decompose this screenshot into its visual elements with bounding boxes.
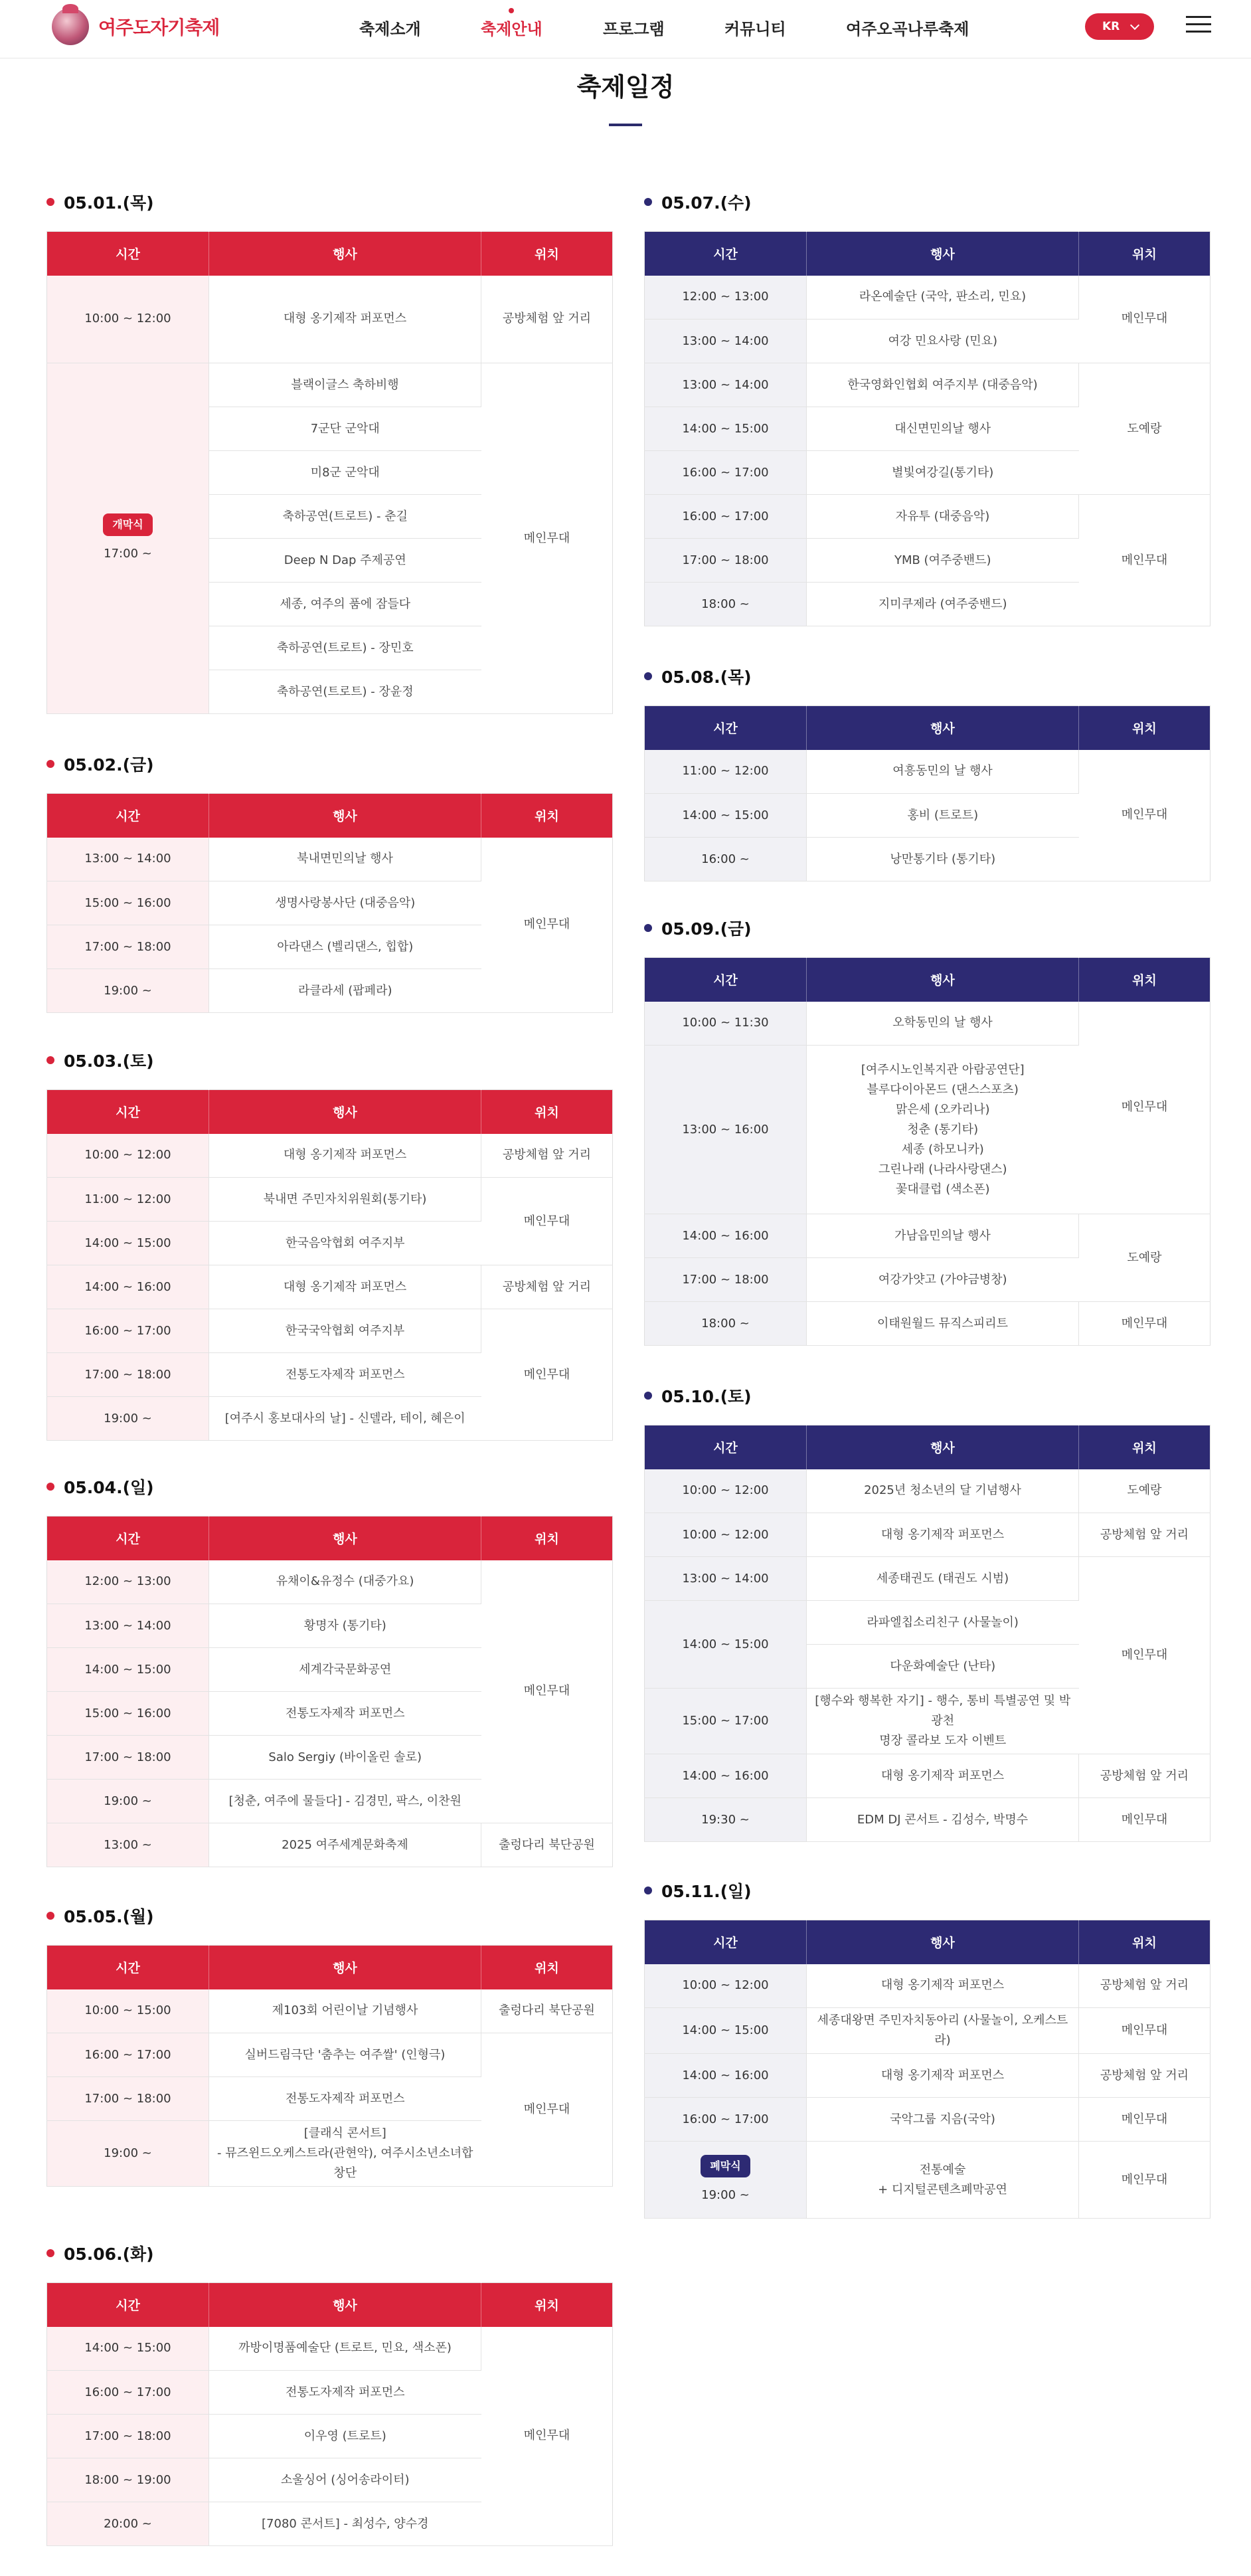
time-cell: 15:00 ~ 16:00 bbox=[47, 1692, 209, 1736]
header-time: 시간 bbox=[645, 706, 807, 750]
time-cell: 20:00 ~ bbox=[47, 2502, 209, 2546]
place-cell: 메인무대 bbox=[1079, 495, 1210, 626]
event-cell: 이태원월드 뮤직스피리트 bbox=[807, 1302, 1079, 1346]
table-row bbox=[47, 1989, 613, 2033]
nav-community[interactable]: 커뮤니티 bbox=[724, 20, 786, 39]
day-heading bbox=[644, 663, 1210, 690]
header-event: 행사 bbox=[807, 958, 1079, 1002]
event-cell: 오학동민의 날 행사 bbox=[807, 1002, 1079, 1046]
place-cell: 공방체험 앞 거리 bbox=[1079, 1964, 1210, 2008]
day-date: 05.10.(토) bbox=[661, 1387, 752, 1406]
time-cell: 17:00 ~ 18:00 bbox=[645, 539, 807, 583]
table-row bbox=[47, 2327, 613, 2371]
event-cell: 7군단 군악대 bbox=[209, 407, 481, 451]
time-cell: 16:00 ~ 17:00 bbox=[47, 2371, 209, 2415]
header-event: 행사 bbox=[209, 232, 481, 276]
table-row bbox=[645, 2142, 1210, 2219]
place-cell: 메인무대 bbox=[1079, 276, 1210, 363]
event-cell: 이우영 (트로트) bbox=[209, 2415, 481, 2458]
nav-festival-guide[interactable] bbox=[481, 16, 542, 39]
time-cell: 13:00 ~ 16:00 bbox=[645, 1046, 807, 1214]
event-cell: [여주시 홍보대사의 날] - 신델라, 테이, 혜은이 bbox=[209, 1397, 481, 1441]
bullet-icon bbox=[46, 1056, 54, 1064]
event-cell: EDM DJ 콘서트 - 김성수, 박명수 bbox=[807, 1798, 1079, 1842]
schedule-table bbox=[46, 793, 613, 1013]
table-row bbox=[47, 1560, 613, 1604]
table-row bbox=[47, 1178, 613, 1222]
logo-text: 여주도자기축제 bbox=[98, 17, 220, 39]
time-cell: 16:00 ~ 17:00 bbox=[47, 2033, 209, 2077]
header-event: 행사 bbox=[209, 794, 481, 838]
event-cell: 북내면민의날 행사 bbox=[209, 838, 481, 881]
day-section bbox=[46, 751, 612, 1013]
event-cell: 대형 옹기제작 퍼포먼스 bbox=[807, 1964, 1079, 2008]
time-cell: 14:00 ~ 16:00 bbox=[645, 2054, 807, 2098]
table-row bbox=[645, 363, 1210, 407]
day-heading bbox=[46, 2240, 612, 2266]
schedule-table bbox=[644, 1425, 1210, 1842]
table-row bbox=[645, 750, 1210, 794]
table-row bbox=[645, 1513, 1210, 1557]
day-heading bbox=[644, 189, 1210, 215]
place-cell: 메인무대 bbox=[481, 1178, 613, 1265]
header-time: 시간 bbox=[645, 958, 807, 1002]
day-section bbox=[46, 1047, 612, 1441]
header-event: 행사 bbox=[807, 1920, 1079, 1964]
event-cell: 자유투 (대중음악) bbox=[807, 495, 1079, 539]
day-section bbox=[644, 1382, 1210, 1842]
bullet-icon bbox=[46, 1483, 54, 1491]
language-selector[interactable] bbox=[1085, 13, 1154, 40]
table-row bbox=[645, 1469, 1210, 1513]
time-cell: 11:00 ~ 12:00 bbox=[645, 750, 807, 794]
header-event: 행사 bbox=[209, 1517, 481, 1560]
day-heading bbox=[46, 751, 612, 777]
event-cell: 가남읍민의날 행사 bbox=[807, 1214, 1079, 1258]
place-cell: 메인무대 bbox=[481, 838, 613, 1013]
header-time: 시간 bbox=[47, 794, 209, 838]
schedule-table bbox=[46, 1516, 613, 1867]
time-cell: 14:00 ~ 15:00 bbox=[47, 1222, 209, 1265]
nav-festival-guide-label: 축제안내 bbox=[481, 20, 542, 39]
time-cell: 13:00 ~ 14:00 bbox=[47, 838, 209, 881]
time-cell: 14:00 ~ 15:00 bbox=[47, 2327, 209, 2371]
event-cell: 홍비 (트로트) bbox=[807, 794, 1079, 838]
nav-festival-intro[interactable]: 축제소개 bbox=[359, 20, 421, 39]
schedule-table bbox=[644, 231, 1210, 626]
time-cell: 13:00 ~ 14:00 bbox=[645, 1557, 807, 1601]
header-place: 위치 bbox=[481, 232, 613, 276]
event-cell: 낭만통기타 (통기타) bbox=[807, 838, 1079, 881]
time-cell: 13:00 ~ 14:00 bbox=[47, 1604, 209, 1648]
header-place: 위치 bbox=[481, 1946, 613, 1989]
header-event: 행사 bbox=[209, 2283, 481, 2327]
time-cell: 15:00 ~ 16:00 bbox=[47, 881, 209, 925]
day-heading bbox=[644, 915, 1210, 941]
nav-program[interactable]: 프로그램 bbox=[603, 20, 665, 39]
day-heading bbox=[644, 1877, 1210, 1904]
event-cell: 라온예술단 (국악, 판소리, 민요) bbox=[807, 276, 1079, 320]
day-section bbox=[46, 189, 612, 714]
header-time: 시간 bbox=[645, 232, 807, 276]
table-row bbox=[47, 2033, 613, 2077]
place-cell: 메인무대 bbox=[481, 2327, 613, 2546]
main-nav bbox=[0, 0, 1251, 58]
table-row bbox=[645, 1964, 1210, 2008]
time-cell: 17:00 ~ 18:00 bbox=[645, 1258, 807, 1302]
header-place: 위치 bbox=[1079, 232, 1210, 276]
table-row bbox=[645, 2008, 1210, 2054]
event-cell: 전통도자제작 퍼포먼스 bbox=[209, 2371, 481, 2415]
event-cell: 세종, 여주의 품에 잠들다 bbox=[209, 583, 481, 626]
schedule-table bbox=[644, 957, 1210, 1346]
event-cell: [7080 콘서트] - 최성수, 양수경 bbox=[209, 2502, 481, 2546]
event-cell: 세종태권도 (태권도 시범) bbox=[807, 1557, 1079, 1601]
place-cell: 메인무대 bbox=[1079, 1002, 1210, 1214]
day-heading bbox=[46, 1047, 612, 1073]
event-cell: 대형 옹기제작 퍼포먼스 bbox=[807, 1754, 1079, 1798]
header-place: 위치 bbox=[481, 794, 613, 838]
event-cell: 황명자 (통기타) bbox=[209, 1604, 481, 1648]
day-section bbox=[46, 1473, 612, 1867]
header-time: 시간 bbox=[47, 1090, 209, 1134]
table-row bbox=[47, 1309, 613, 1353]
time-cell: 개막식 17:00 ~ bbox=[47, 363, 209, 714]
table-row bbox=[47, 363, 613, 407]
time-cell: 18:00 ~ bbox=[645, 583, 807, 626]
day-date: 05.06.(화) bbox=[64, 2245, 154, 2264]
event-cell: 까방이명품예술단 (트로트, 민요, 색소폰) bbox=[209, 2327, 481, 2371]
time-cell: 10:00 ~ 12:00 bbox=[645, 1513, 807, 1557]
time-cell: 10:00 ~ 11:30 bbox=[645, 1002, 807, 1046]
event-cell: 여강가얏고 (가야금병창) bbox=[807, 1258, 1079, 1302]
event-cell: 소울싱어 (싱어송라이터) bbox=[209, 2458, 481, 2502]
day-date: 05.04.(일) bbox=[64, 1478, 154, 1497]
day-date: 05.02.(금) bbox=[64, 755, 154, 775]
ceremony-badge: 개막식 bbox=[103, 513, 152, 536]
time-cell: 18:00 ~ 19:00 bbox=[47, 2458, 209, 2502]
time-cell: 14:00 ~ 16:00 bbox=[47, 1265, 209, 1309]
table-row bbox=[645, 1754, 1210, 1798]
bullet-icon bbox=[644, 1886, 652, 1894]
header-place: 위치 bbox=[481, 1090, 613, 1134]
time-cell: 14:00 ~ 15:00 bbox=[645, 1601, 807, 1689]
table-row bbox=[645, 1302, 1210, 1346]
bullet-icon bbox=[644, 672, 652, 680]
day-date: 05.01.(목) bbox=[64, 193, 154, 213]
active-dot-icon bbox=[509, 8, 514, 13]
time-cell: 12:00 ~ 13:00 bbox=[47, 1560, 209, 1604]
place-cell: 메인무대 bbox=[481, 2033, 613, 2187]
event-cell: 대형 옹기제작 퍼포먼스 bbox=[209, 1265, 481, 1309]
event-cell: 축하공연(트로트) - 춘길 bbox=[209, 495, 481, 539]
time-cell: 14:00 ~ 16:00 bbox=[645, 1754, 807, 1798]
time-cell: 19:00 ~ bbox=[47, 1397, 209, 1441]
event-cell: 전통도자제작 퍼포먼스 bbox=[209, 2077, 481, 2121]
time-cell: 10:00 ~ 15:00 bbox=[47, 1989, 209, 2033]
place-cell: 출렁다리 북단공원 bbox=[481, 1989, 613, 2033]
day-heading bbox=[46, 189, 612, 215]
time-cell: 17:00 ~ 18:00 bbox=[47, 925, 209, 969]
event-cell: 실버드림극단 '춤추는 여주쌀' (인형극) bbox=[209, 2033, 481, 2077]
table-row bbox=[47, 1134, 613, 1178]
table-row bbox=[645, 1002, 1210, 1046]
event-cell: 북내면 주민자치위원회(통기타) bbox=[209, 1178, 481, 1222]
bullet-icon bbox=[46, 198, 54, 206]
event-cell: 한국영화인협회 여주지부 (대중음악) bbox=[807, 363, 1079, 407]
event-cell: 생명사랑봉사단 (대중음악) bbox=[209, 881, 481, 925]
day-section bbox=[644, 189, 1210, 626]
time-cell: 15:00 ~ 17:00 bbox=[645, 1689, 807, 1754]
table-row bbox=[645, 1214, 1210, 1258]
time-cell: 16:00 ~ 17:00 bbox=[645, 495, 807, 539]
header-event: 행사 bbox=[807, 232, 1079, 276]
bullet-icon bbox=[644, 1392, 652, 1400]
header-time: 시간 bbox=[645, 1426, 807, 1469]
place-cell: 공방체험 앞 거리 bbox=[1079, 1754, 1210, 1798]
bullet-icon bbox=[644, 924, 652, 932]
day-heading bbox=[46, 1902, 612, 1929]
place-cell: 메인무대 bbox=[1079, 1557, 1210, 1754]
header-time: 시간 bbox=[47, 1517, 209, 1560]
time-cell: 10:00 ~ 12:00 bbox=[645, 1469, 807, 1513]
event-cell: 한국음악협회 여주지부 bbox=[209, 1222, 481, 1265]
time-cell: 10:00 ~ 12:00 bbox=[645, 1964, 807, 2008]
place-cell: 도예랑 bbox=[1079, 363, 1210, 495]
table-row bbox=[645, 495, 1210, 539]
time-cell: 13:00 ~ bbox=[47, 1823, 209, 1867]
event-cell: [행수와 행복한 자기] - 행수, 통비 특별공연 및 박광천 명장 콜라보 도자 이벤트 bbox=[807, 1689, 1079, 1754]
event-cell: 여강 민요사랑 (민요) bbox=[807, 320, 1079, 363]
day-section bbox=[46, 1902, 612, 2187]
header-event: 행사 bbox=[209, 1090, 481, 1134]
time-cell: 19:30 ~ bbox=[645, 1798, 807, 1842]
day-date: 05.03.(토) bbox=[64, 1052, 154, 1071]
day-date: 05.07.(수) bbox=[661, 193, 752, 213]
event-cell: 라파엘칩소리친구 (사물놀이) bbox=[807, 1601, 1079, 1645]
table-row bbox=[645, 2098, 1210, 2142]
event-cell: Salo Sergiy (바이올린 솔로) bbox=[209, 1736, 481, 1780]
place-cell: 메인무대 bbox=[1079, 1798, 1210, 1842]
place-cell: 메인무대 bbox=[1079, 2008, 1210, 2054]
menu-icon[interactable] bbox=[1186, 15, 1211, 35]
header-time: 시간 bbox=[645, 1920, 807, 1964]
place-cell: 메인무대 bbox=[1079, 2142, 1210, 2219]
event-cell: 전통예술 + 디지털콘텐츠폐막공연 bbox=[807, 2142, 1079, 2219]
table-row bbox=[47, 1823, 613, 1867]
day-section bbox=[46, 2240, 612, 2546]
header-event: 행사 bbox=[807, 1426, 1079, 1469]
place-cell: 메인무대 bbox=[481, 1309, 613, 1441]
header-event: 행사 bbox=[209, 1946, 481, 1989]
table-row bbox=[645, 1557, 1210, 1601]
time-cell: 10:00 ~ 12:00 bbox=[47, 1134, 209, 1178]
event-cell: [클래식 콘서트] - 뮤즈윈드오케스트라(관현악), 여주시소년소녀합창단 bbox=[209, 2121, 481, 2187]
time-cell: 14:00 ~ 15:00 bbox=[645, 794, 807, 838]
event-cell: YMB (여주중밴드) bbox=[807, 539, 1079, 583]
event-cell: 2025 여주세계문화축제 bbox=[209, 1823, 481, 1867]
event-cell: 유채이&유정수 (대중가요) bbox=[209, 1560, 481, 1604]
time-cell: 16:00 ~ 17:00 bbox=[645, 2098, 807, 2142]
event-cell: 전통도자제작 퍼포먼스 bbox=[209, 1692, 481, 1736]
schedule-table bbox=[46, 1089, 613, 1441]
header-time: 시간 bbox=[47, 2283, 209, 2327]
event-cell: Deep N Dap 주제공연 bbox=[209, 539, 481, 583]
header-place: 위치 bbox=[481, 1517, 613, 1560]
schedule-table bbox=[644, 1920, 1210, 2219]
event-cell: 미8군 군악대 bbox=[209, 451, 481, 495]
header-place: 위치 bbox=[481, 2283, 613, 2327]
place-cell: 메인무대 bbox=[481, 363, 613, 714]
event-cell: 라클라세 (팝페라) bbox=[209, 969, 481, 1013]
event-cell: 지미쿠제라 (여주중밴드) bbox=[807, 583, 1079, 626]
table-row bbox=[47, 838, 613, 881]
time-cell: 16:00 ~ bbox=[645, 838, 807, 881]
schedule-table bbox=[46, 231, 613, 714]
header-place: 위치 bbox=[1079, 1920, 1210, 1964]
event-cell: 아라댄스 (벨리댄스, 힙합) bbox=[209, 925, 481, 969]
event-cell: 한국국악협회 여주지부 bbox=[209, 1309, 481, 1353]
header-place: 위치 bbox=[1079, 706, 1210, 750]
time-cell: 19:00 ~ bbox=[47, 969, 209, 1013]
time-cell: 18:00 ~ bbox=[645, 1302, 807, 1346]
schedule-table bbox=[46, 1945, 613, 2187]
place-cell: 출렁다리 북단공원 bbox=[481, 1823, 613, 1867]
place-cell: 공방체험 앞 거리 bbox=[481, 1134, 613, 1178]
time-cell: 13:00 ~ 14:00 bbox=[645, 320, 807, 363]
day-section bbox=[644, 915, 1210, 1346]
site-header bbox=[0, 0, 1251, 58]
table-row bbox=[645, 2054, 1210, 2098]
place-cell: 공방체험 앞 거리 bbox=[481, 276, 613, 363]
page-title: 축제일정 bbox=[576, 72, 675, 102]
event-cell: 대신면민의날 행사 bbox=[807, 407, 1079, 451]
header-event: 행사 bbox=[807, 706, 1079, 750]
time-cell: 12:00 ~ 13:00 bbox=[645, 276, 807, 320]
header-time: 시간 bbox=[47, 232, 209, 276]
place-cell: 공방체험 앞 거리 bbox=[1079, 2054, 1210, 2098]
event-cell: [여주시노인복지관 아람공연단] 블루다이아몬드 (댄스스포츠) 맑은세 (오카리나) 청춘 (통기타) 세종 (하모니카) 그린나래 (나라사랑댄스) 꽃대클럽 (색소폰) bbox=[807, 1046, 1079, 1214]
bullet-icon bbox=[644, 198, 652, 206]
header-place: 위치 bbox=[1079, 958, 1210, 1002]
time-cell: 폐막식 19:00 ~ bbox=[645, 2142, 807, 2219]
language-label: KR bbox=[1102, 20, 1120, 33]
event-cell: 전통도자제작 퍼포먼스 bbox=[209, 1353, 481, 1397]
event-cell: 축하공연(트로트) - 장민호 bbox=[209, 626, 481, 670]
table-row bbox=[645, 276, 1210, 320]
place-cell: 공방체험 앞 거리 bbox=[481, 1265, 613, 1309]
day-section bbox=[644, 1877, 1210, 2219]
bullet-icon bbox=[46, 2249, 54, 2257]
bullet-icon bbox=[46, 760, 54, 768]
event-cell: 축하공연(트로트) - 장윤정 bbox=[209, 670, 481, 714]
table-row bbox=[47, 1265, 613, 1309]
place-cell: 메인무대 bbox=[481, 1560, 613, 1823]
bullet-icon bbox=[46, 1912, 54, 1920]
time-cell: 19:00 ~ bbox=[47, 1780, 209, 1823]
time-cell: 17:00 ~ 18:00 bbox=[47, 1353, 209, 1397]
table-row bbox=[47, 276, 613, 320]
time-cell: 14:00 ~ 15:00 bbox=[47, 1648, 209, 1692]
time-cell: 16:00 ~ 17:00 bbox=[645, 451, 807, 495]
place-cell: 메인무대 bbox=[1079, 2098, 1210, 2142]
time-cell: 17:00 ~ 18:00 bbox=[47, 2077, 209, 2121]
time-cell: 16:00 ~ 17:00 bbox=[47, 1309, 209, 1353]
event-cell: 제103회 어린이날 기념행사 bbox=[209, 1989, 481, 2033]
event-cell: 대형 옹기제작 퍼포먼스 bbox=[209, 276, 481, 363]
time-cell: 10:00 ~ 12:00 bbox=[47, 276, 209, 363]
title-underline bbox=[609, 124, 642, 126]
schedule-table bbox=[46, 2282, 613, 2546]
event-cell: 세계각국문화공연 bbox=[209, 1648, 481, 1692]
event-cell: 대형 옹기제작 퍼포먼스 bbox=[807, 1513, 1079, 1557]
schedule-table bbox=[644, 705, 1210, 881]
day-heading bbox=[644, 1382, 1210, 1409]
time-cell: 14:00 ~ 15:00 bbox=[645, 407, 807, 451]
header-place: 위치 bbox=[1079, 1426, 1210, 1469]
event-cell: 대형 옹기제작 퍼포먼스 bbox=[807, 2054, 1079, 2098]
place-cell: 도예랑 bbox=[1079, 1214, 1210, 1302]
time-cell: 19:00 ~ bbox=[47, 2121, 209, 2187]
place-cell: 메인무대 bbox=[1079, 1302, 1210, 1346]
day-date: 05.05.(월) bbox=[64, 1907, 154, 1926]
event-cell: 블랙이글스 축하비행 bbox=[209, 363, 481, 407]
time-cell: 11:00 ~ 12:00 bbox=[47, 1178, 209, 1222]
day-heading bbox=[46, 1473, 612, 1500]
day-date: 05.08.(목) bbox=[661, 668, 752, 687]
ceremony-badge: 폐막식 bbox=[701, 2155, 750, 2177]
time-cell: 14:00 ~ 15:00 bbox=[645, 2008, 807, 2054]
header-time: 시간 bbox=[47, 1946, 209, 1989]
place-cell: 도예랑 bbox=[1079, 1469, 1210, 1513]
place-cell: 공방체험 앞 거리 bbox=[1079, 1513, 1210, 1557]
event-cell: 다운화예술단 (난타) bbox=[807, 1645, 1079, 1689]
place-cell: 메인무대 bbox=[1079, 750, 1210, 881]
event-cell: 2025년 청소년의 달 기념행사 bbox=[807, 1469, 1079, 1513]
time-cell: 14:00 ~ 16:00 bbox=[645, 1214, 807, 1258]
nav-ogok-festival[interactable]: 여주오곡나루축제 bbox=[846, 20, 969, 39]
time-cell: 13:00 ~ 14:00 bbox=[645, 363, 807, 407]
day-section bbox=[644, 663, 1210, 881]
day-date: 05.09.(금) bbox=[661, 919, 752, 939]
event-cell: 여흥동민의 날 행사 bbox=[807, 750, 1079, 794]
time-cell: 17:00 ~ 18:00 bbox=[47, 1736, 209, 1780]
event-cell: 별빛여강길(통기타) bbox=[807, 451, 1079, 495]
event-cell: 국악그룹 지음(국악) bbox=[807, 2098, 1079, 2142]
event-cell: 세종대왕면 주민자치동아리 (사물놀이, 오케스트라) bbox=[807, 2008, 1079, 2054]
day-date: 05.11.(일) bbox=[661, 1882, 752, 1901]
table-row bbox=[645, 1798, 1210, 1842]
time-cell: 17:00 ~ 18:00 bbox=[47, 2415, 209, 2458]
event-cell: [청춘, 여주에 물들다] - 김경민, 팍스, 이찬원 bbox=[209, 1780, 481, 1823]
chevron-down-icon bbox=[1130, 21, 1139, 30]
event-cell: 대형 옹기제작 퍼포먼스 bbox=[209, 1134, 481, 1178]
